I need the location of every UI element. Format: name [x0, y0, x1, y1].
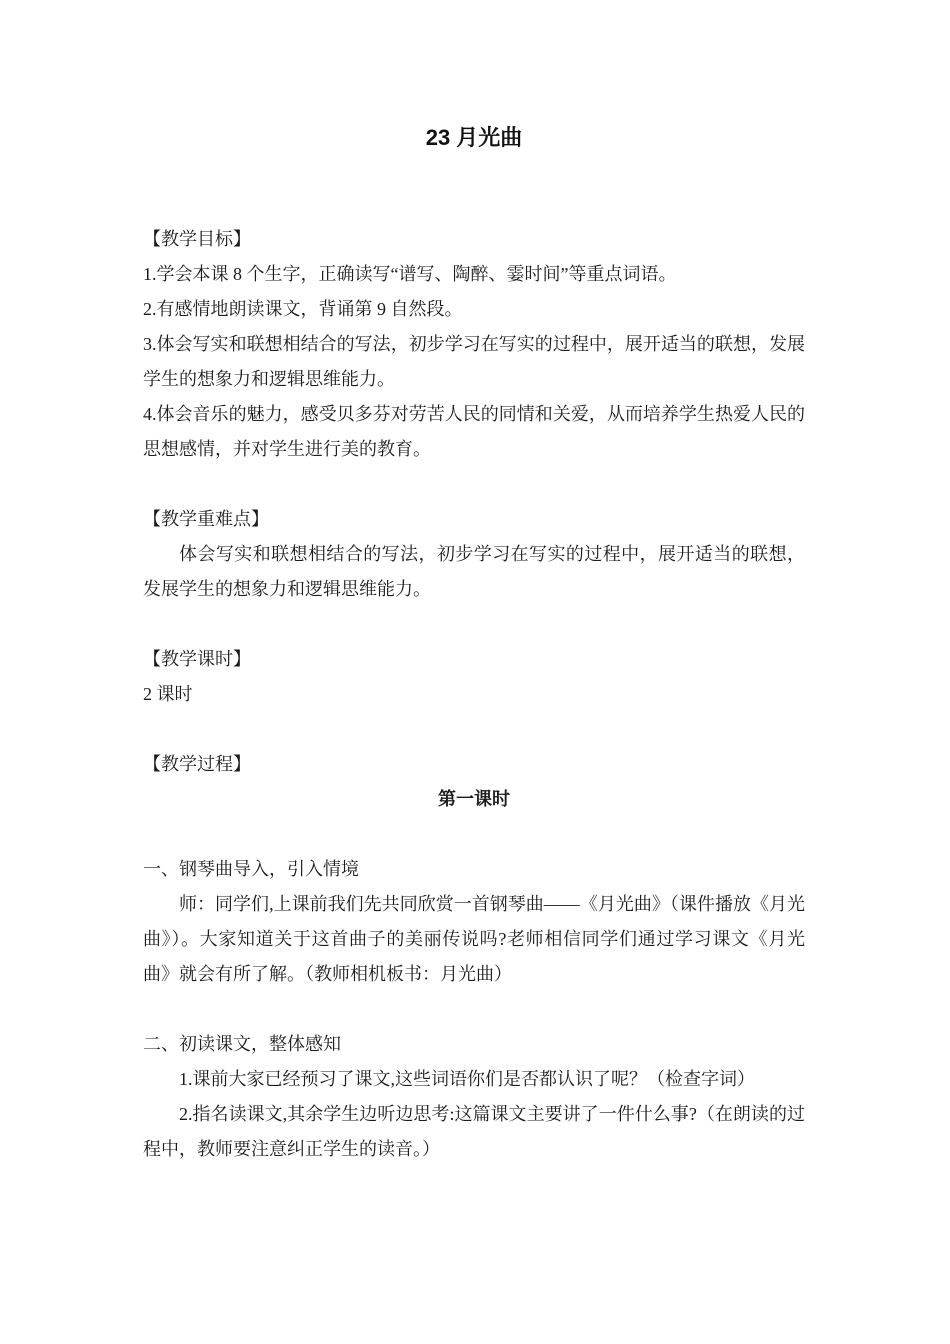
objective-item-2: 2.有感情地朗读课文，背诵第 9 自然段。: [143, 299, 463, 319]
part2-item-2: 2.指名读课文,其余学生边听边思考:这篇课文主要讲了一件什么事?（在朗读的过程中，教师要注意纠正学生的读音。）: [143, 1104, 805, 1159]
class-hours-body: 2 课时: [143, 684, 193, 704]
heading-objectives: 【教学目标】: [143, 229, 251, 249]
doc-title: 23 月光曲: [425, 125, 523, 150]
part1-heading: 一、钢琴曲导入，引入情境: [143, 859, 359, 879]
lesson-one-title: 第一课时: [438, 789, 510, 809]
key-points-body: 体会写实和联想相结合的写法，初步学习在写实的过程中，展开适当的联想，发展学生的想象力和逻辑思维能力。: [143, 544, 805, 599]
heading-class-hours: 【教学课时】: [143, 649, 251, 669]
objective-item-4: 4.体会音乐的魅力，感受贝多芬对劳苦人民的同情和关爱，从而培养学生热爱人民的思想感情，并对学生进行美的教育。: [143, 404, 805, 459]
part1-body: 师：同学们,上课前我们先共同欣赏一首钢琴曲——《月光曲》（课件播放《月光曲》）。大家知道关于这首曲子的美丽传说吗?老师相信同学们通过学习课文《月光曲》就会有所了解。（教师相机板书：月光曲）: [143, 894, 805, 984]
part2-heading: 二、初读课文，整体感知: [143, 1034, 341, 1054]
heading-process: 【教学过程】: [143, 754, 251, 774]
objective-item-3: 3.体会写实和联想相结合的写法，初步学习在写实的过程中，展开适当的联想，发展学生的想象力和逻辑思维能力。: [143, 334, 805, 389]
objective-item-1: 1.学会本课 8 个生字，正确读写“谱写、陶醉、霎时间”等重点词语。: [143, 264, 677, 284]
part2-item-1: 1.课前大家已经预习了课文,这些词语你们是否都认识了呢？（检查字词）: [179, 1069, 755, 1089]
heading-key-points: 【教学重难点】: [143, 509, 269, 529]
